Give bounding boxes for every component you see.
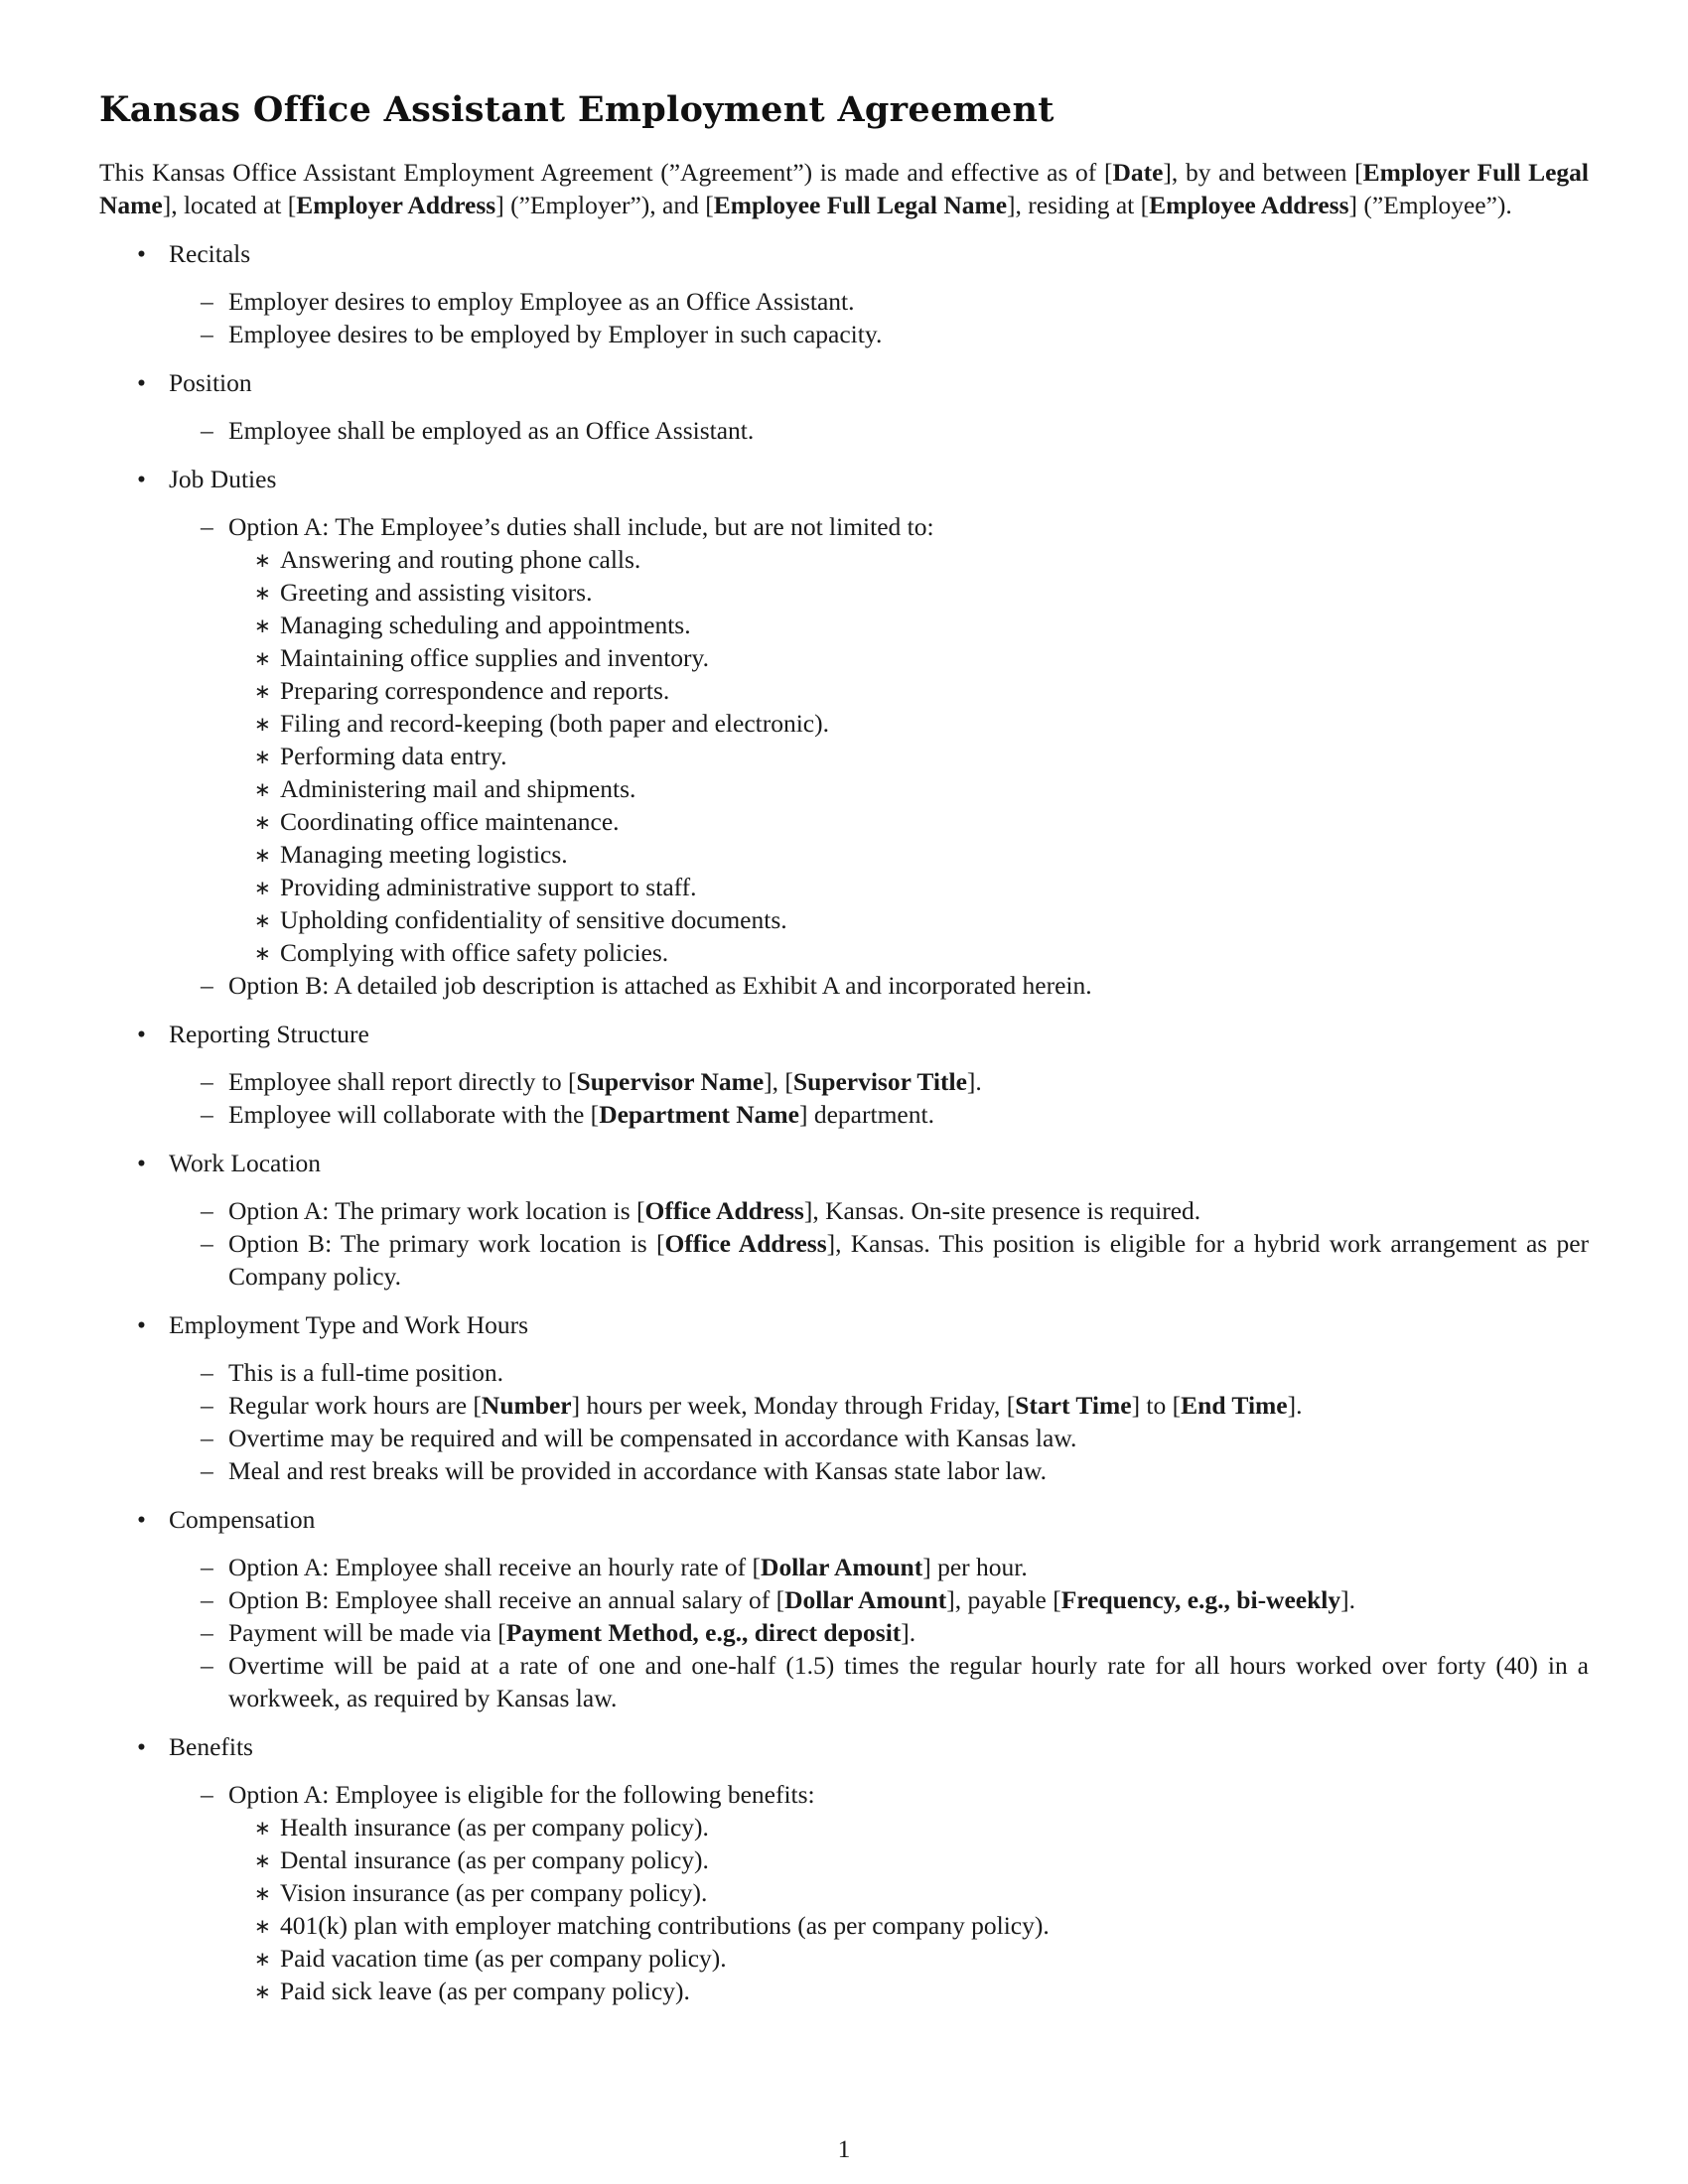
list-item: – Overtime will be paid at a rate of one and one-half (1.5) times the regular hourly rate for all hours worked over forty (40) in a workweek, as required by Kansas law. [169, 1649, 1589, 1714]
item-text: Employee shall report directly to [ [228, 1067, 577, 1096]
benefit-item: ∗ Paid vacation time (as per company policy). [228, 1942, 1589, 1975]
item-text: Option B: Employee shall receive an annual salary of [ [228, 1585, 785, 1614]
list-item [169, 1194, 1589, 1227]
option-a-text: Option A: The Employee’s duties shall include, but are not limited to: [228, 512, 934, 541]
benefit-item: ∗ Health insurance (as per company policy). [228, 1811, 1589, 1843]
list-item: – Employer desires to employ Employee as an Office Assistant. [169, 285, 1589, 318]
placeholder-date: Date [1112, 158, 1164, 187]
item-text: ], Kansas. This position is eligible for a hybrid work arrangement as per Company policy. [228, 1229, 1590, 1291]
placeholder-employer-name: Employer Full Legal Name [99, 158, 1589, 219]
duty-item: ∗ Administering mail and shipments. [228, 772, 1589, 805]
intro-text: ] (”Employer”), and [ [495, 191, 714, 219]
list-item [169, 1227, 1589, 1293]
duty-item: ∗ Preparing correspondence and reports. [228, 674, 1589, 707]
section-job-duties [99, 463, 1589, 1002]
benefit-item: ∗ 401(k) plan with employer matching contributions (as per company policy). [228, 1909, 1589, 1942]
placeholder-supervisor-name: Supervisor Name [576, 1067, 765, 1096]
section-compensation [99, 1503, 1589, 1714]
section-employment-type [99, 1308, 1589, 1487]
list-item: – Meal and rest breaks will be provided in accordance with Kansas state labor law. [169, 1454, 1589, 1487]
list-item: – Employee desires to be employed by Employer in such capacity. [169, 318, 1589, 350]
section-position [99, 366, 1589, 447]
item-text: ] hours per week, Monday through Friday, [ [571, 1391, 1016, 1420]
placeholder-dollar-amount: Dollar Amount [784, 1585, 947, 1614]
placeholder-dollar-amount: Dollar Amount [761, 1553, 923, 1581]
item-text: Payment will be made via [ [228, 1618, 506, 1647]
section-title: • Benefits [169, 1732, 253, 1761]
intro-text: ], by and between [ [1163, 158, 1363, 187]
placeholder-employee-name: Employee Full Legal Name [713, 191, 1008, 219]
duty-item: ∗ Managing scheduling and appointments. [228, 609, 1589, 641]
intro-text: ], residing at [ [1007, 191, 1150, 219]
list-item: – Overtime may be required and will be compensated in accordance with Kansas law. [169, 1422, 1589, 1454]
duties-list [228, 543, 1589, 969]
placeholder-frequency: Frequency, e.g., bi-weekly [1060, 1585, 1341, 1614]
list-item: – This is a full-time position. [169, 1356, 1589, 1389]
duty-item: ∗ Greeting and assisting visitors. [228, 576, 1589, 609]
section-benefits [99, 1730, 1589, 2007]
benefits-list [228, 1811, 1589, 2007]
section-reporting-structure [99, 1018, 1589, 1131]
placeholder-payment-method: Payment Method, e.g., direct deposit [505, 1618, 902, 1647]
section-recitals [99, 237, 1589, 350]
duty-item: ∗ Upholding confidentiality of sensitive documents. [228, 903, 1589, 936]
placeholder-start-time: Start Time [1015, 1391, 1132, 1420]
list-item: – Employee shall be employed as an Office Assistant. [169, 414, 1589, 447]
duty-item: ∗ Maintaining office supplies and inventory. [228, 641, 1589, 674]
duty-item: ∗ Performing data entry. [228, 740, 1589, 772]
item-text: Regular work hours are [ [228, 1391, 482, 1420]
intro-paragraph [99, 156, 1589, 221]
item-text: ]. [966, 1067, 982, 1096]
item-text: ] per hour. [922, 1553, 1028, 1581]
section-title: • Recitals [169, 239, 251, 268]
placeholder-end-time: End Time [1181, 1391, 1288, 1420]
item-text: ], Kansas. On-site presence is required. [803, 1196, 1201, 1225]
duty-item: ∗ Answering and routing phone calls. [228, 543, 1589, 576]
page-number: 1 [837, 2134, 851, 2163]
duty-item: ∗ Providing administrative support to staff. [228, 871, 1589, 903]
option-a-text: Option A: Employee is eligible for the following benefits: [228, 1780, 815, 1809]
list-item [169, 1778, 1589, 2007]
placeholder-department-name: Department Name [599, 1100, 799, 1129]
intro-text: ] (”Employee”). [1348, 191, 1512, 219]
list-item [169, 1616, 1589, 1649]
item-text: ] department. [799, 1100, 934, 1129]
duty-item: ∗ Coordinating office maintenance. [228, 805, 1589, 838]
item-text: ]. [1340, 1585, 1355, 1614]
item-text: Option B: The primary work location is [ [228, 1229, 665, 1258]
item-text: ]. [901, 1618, 916, 1647]
intro-text: This Kansas Office Assistant Employment Agreement (”Agreement”) is made and effective as of [ [99, 158, 1113, 187]
document-page [99, 89, 1589, 2023]
placeholder-employee-address: Employee Address [1149, 191, 1349, 219]
section-work-location [99, 1147, 1589, 1293]
benefit-item: ∗ Vision insurance (as per company policy). [228, 1876, 1589, 1909]
list-item [169, 1098, 1589, 1131]
item-text: Option A: Employee shall receive an hourly rate of [ [228, 1553, 762, 1581]
list-item [169, 1389, 1589, 1422]
duty-item: ∗ Filing and record-keeping (both paper and electronic). [228, 707, 1589, 740]
placeholder-office-address: Office Address [664, 1229, 827, 1258]
item-text: ], [ [764, 1067, 793, 1096]
placeholder-supervisor-title: Supervisor Title [792, 1067, 967, 1096]
item-text: ], payable [ [946, 1585, 1061, 1614]
item-text: ] to [ [1131, 1391, 1182, 1420]
item-text: Option A: The primary work location is [ [228, 1196, 645, 1225]
item-text: Employee will collaborate with the [ [228, 1100, 600, 1129]
placeholder-office-address: Office Address [644, 1196, 804, 1225]
section-title: • Position [169, 368, 252, 397]
sections-list [99, 237, 1589, 2007]
list-item [169, 1065, 1589, 1098]
section-title: • Employment Type and Work Hours [169, 1310, 529, 1339]
duty-item: ∗ Complying with office safety policies. [228, 936, 1589, 969]
benefit-item: ∗ Dental insurance (as per company policy). [228, 1843, 1589, 1876]
benefit-item: ∗ Paid sick leave (as per company policy). [228, 1975, 1589, 2007]
placeholder-employer-address: Employer Address [296, 191, 496, 219]
section-title: • Job Duties [169, 465, 277, 493]
list-item [169, 1551, 1589, 1583]
item-text: ]. [1287, 1391, 1303, 1420]
document-title: Kansas Office Assistant Employment Agreement [99, 89, 1055, 130]
list-item [169, 1583, 1589, 1616]
duty-item: ∗ Managing meeting logistics. [228, 838, 1589, 871]
list-item: – Option B: A detailed job description is attached as Exhibit A and incorporated herein. [169, 969, 1589, 1002]
section-title: • Compensation [169, 1505, 316, 1534]
list-item [169, 510, 1589, 969]
section-title: • Reporting Structure [169, 1020, 369, 1048]
placeholder-number: Number [481, 1391, 572, 1420]
intro-text: ], located at [ [162, 191, 297, 219]
section-title: • Work Location [169, 1149, 322, 1177]
